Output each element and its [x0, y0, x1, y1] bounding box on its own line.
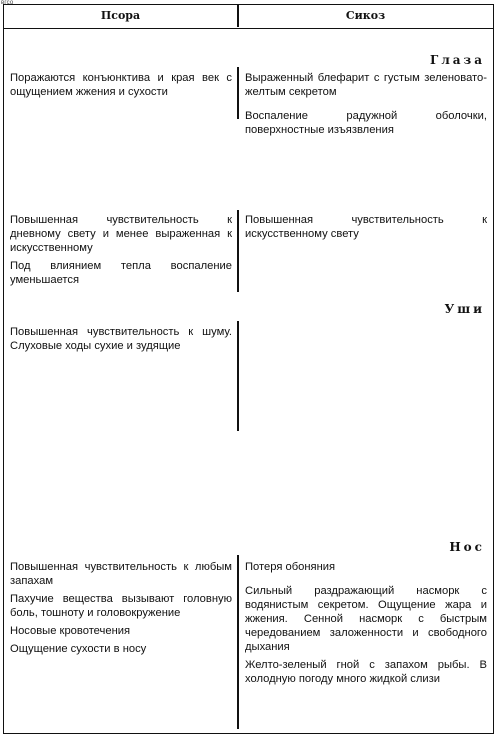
- nose-psora-para-2: Пахучие вещества вызывают головную боль, тошноту и головокружение: [10, 593, 232, 619]
- section-title-eyes: Глаза: [430, 53, 485, 67]
- header-psora: Псора: [100, 9, 141, 22]
- column-divider: [237, 67, 239, 119]
- eyes-sycosis-text-1: [245, 71, 487, 141]
- nose-psora-para-4: Ощущение сухости в носу: [10, 643, 147, 655]
- nose-sycosis-para-1: Потеря обоняния: [245, 561, 336, 573]
- nose-psora-para-3: Носовые кровотечения: [10, 625, 131, 637]
- ears-psora-text: [10, 325, 232, 357]
- nose-sycosis-text: [245, 560, 487, 690]
- eyes-psora-text-1: [10, 71, 232, 103]
- nose-sycosis-para-3: Желто-зеленый гной с запахом рыбы. В холодную погоду много жидкой слизи: [245, 659, 487, 685]
- eyes-psora-para-3: Под влиянием тепла воспаление уменьшается: [10, 260, 232, 286]
- nose-psora-text: [10, 560, 232, 660]
- eyes-psora-para-2: Повышенная чувствительность к дневному свету и менее выраженная к искусственному: [10, 214, 232, 254]
- section-title-ears: Уши: [444, 302, 485, 316]
- corner-mark: вгсо: [1, 0, 14, 6]
- comparison-table: [3, 4, 494, 734]
- nose-sycosis-para-2: Сильный раздражающий насморк с водянистым секретом. Ощущение жара и жжения. Сенной насморк с быстрым чередованием заложенности и свободного дыхания: [245, 585, 487, 653]
- header-sycosis: Сикоз: [345, 9, 386, 22]
- column-divider: [237, 210, 239, 292]
- nose-psora-para-1: Повышенная чувствительность к любым запахам: [10, 561, 232, 587]
- section-title-nose: Нос: [449, 540, 485, 554]
- eyes-psora-text-2: [10, 213, 232, 291]
- eyes-psora-para: Поражаются конъюнктива и края век с ощущением жжения и сухости: [10, 72, 232, 98]
- ears-psora-para: Повышенная чувствительность к шуму. Слуховые ходы сухие и зудящие: [10, 326, 232, 352]
- eyes-sycosis-para-3: Повышенная чувствительность к искусственному свету: [245, 214, 487, 240]
- eyes-sycosis-text-2: [245, 213, 487, 245]
- eyes-sycosis-para-2: Воспаление радужной оболочки, поверхностные изъязвления: [245, 110, 487, 136]
- column-divider: [237, 555, 239, 729]
- table-header: [4, 5, 493, 29]
- column-divider: [237, 321, 239, 431]
- eyes-sycosis-para-1: Выраженный блефарит с густым зеленовато-желтым секретом: [245, 72, 487, 98]
